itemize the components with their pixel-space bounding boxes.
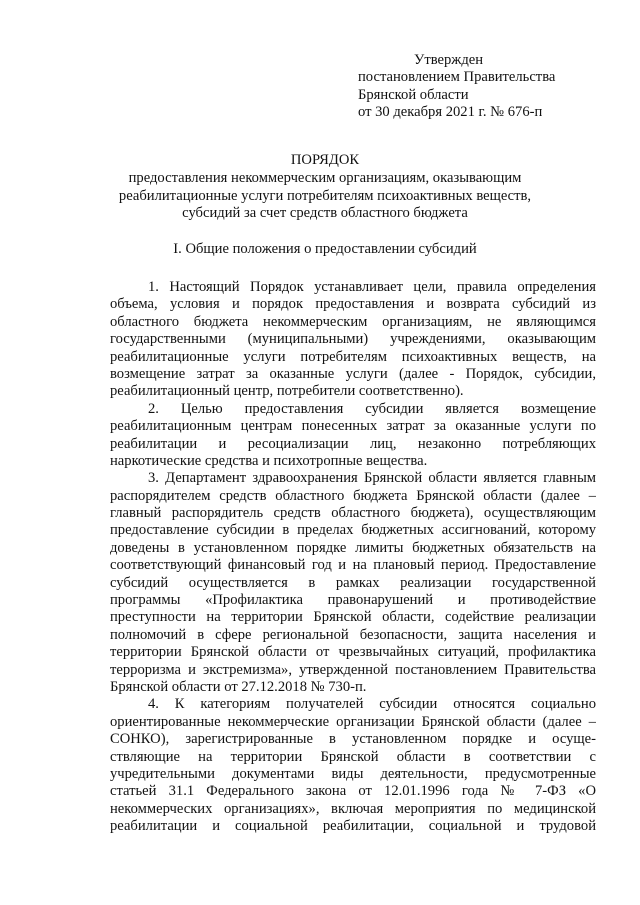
- text-line: СОНКО), зарегистрированные в установленном порядке и осуще-: [110, 731, 596, 748]
- text-line: главный распорядитель средств областного бюджета), осуществляющим: [110, 505, 596, 522]
- approval-line: от 30 декабря 2021 г. № 676-п: [358, 104, 543, 121]
- text-line: Брянской области от 27.12.2018 № 730-п.: [110, 678, 367, 695]
- paragraph-4: [110, 696, 596, 835]
- approval-line: постановлением Правительства: [358, 69, 556, 86]
- text-line: государственными (муниципальными) учреждениями, оказывающим: [110, 331, 596, 348]
- text-line: 2. Целью предоставления субсидии является возмещение: [148, 400, 596, 417]
- approval-stamp: [358, 52, 628, 122]
- text-line: областного бюджета некоммерческим организациям, не являющимся: [110, 313, 596, 330]
- text-line: статьей 31.1 Федерального закона от 12.01.1996 года № 7-ФЗ «О: [110, 783, 596, 800]
- document-subtitle-line: субсидий за счет средств областного бюджета: [182, 205, 468, 222]
- text-line: учредительными документами виды деятельности, предусмотренные: [110, 765, 596, 782]
- section-heading: I. Общие положения о предоставлении субсидий: [173, 241, 477, 257]
- paragraph-1: [110, 279, 596, 401]
- text-line: некоммерческих организациях», включая мероприятия по медицинской: [110, 800, 596, 817]
- text-line: возмещение затрат за оказанные услуги (далее - Порядок, субсидии,: [110, 365, 596, 382]
- text-line: 1. Настоящий Порядок устанавливает цели, правила определения: [148, 279, 596, 295]
- approval-line: Утвержден: [414, 52, 484, 68]
- text-line: программы «Профилактика правонарушений и противодействие: [110, 592, 596, 609]
- document-subtitle-line: предоставления некоммерческим организациям, оказывающим: [128, 170, 522, 187]
- text-line: преступности на территории Брянской области, содействие реализации: [110, 609, 596, 626]
- text-line: территории Брянской области от чрезвычайных ситуаций, профилактика: [110, 644, 596, 661]
- document-body: [110, 279, 596, 836]
- text-line: реабилитационным центрам понесенных затрат за оказанные услуги по: [110, 418, 596, 435]
- text-line: реабилитации и социальной реабилитации, социальной и трудовой: [110, 818, 596, 835]
- paragraph-2: [110, 401, 596, 471]
- text-line: реабилитационный центр, потребители соответственно).: [110, 383, 464, 400]
- text-line: реабилитации и ресоциализации лиц, незаконно потребляющих: [110, 435, 596, 452]
- text-line: доведены в установленном порядке лимиты бюджетных обязательств на: [110, 539, 596, 556]
- text-line: 4. К категориям получателей субсидии относятся социально: [148, 696, 596, 713]
- paragraph-3: [110, 470, 596, 696]
- text-line: соответствующий финансовый год и на плановый период. Предоставление: [110, 557, 596, 574]
- approval-line: Брянской области: [358, 86, 469, 103]
- text-line: распорядителем средств областного бюджета Брянской области (далее –: [110, 487, 596, 504]
- text-line: ствляющие на территории Брянской области в соответствии с: [110, 748, 596, 765]
- text-line: наркотические средства и психотропные вещества.: [110, 452, 428, 469]
- document-title: ПОРЯДОК: [290, 152, 360, 168]
- text-line: субсидий осуществляется в рамках реализации государственной: [110, 574, 596, 591]
- document-subtitle-line: реабилитационные услуги потребителям психоактивных веществ,: [118, 187, 532, 204]
- text-line: терроризма и экстремизма», утвержденной постановлением Правительства: [110, 661, 596, 678]
- text-line: предоставление субсидии в пределах бюджетных ассигнований, которому: [110, 522, 596, 539]
- text-line: объема, условия и порядок предоставления и возврата субсидий из: [110, 296, 596, 313]
- text-line: реабилитационные услуги потребителям психоактивных веществ, на: [110, 348, 596, 365]
- document-title-block: [100, 152, 550, 223]
- text-line: ориентированные некоммерческие организации Брянской области (далее –: [110, 713, 596, 730]
- text-line: 3. Департамент здравоохранения Брянской области является главным: [148, 470, 596, 487]
- text-line: полномочий в сфере региональной безопасности, защита населения и: [110, 626, 596, 643]
